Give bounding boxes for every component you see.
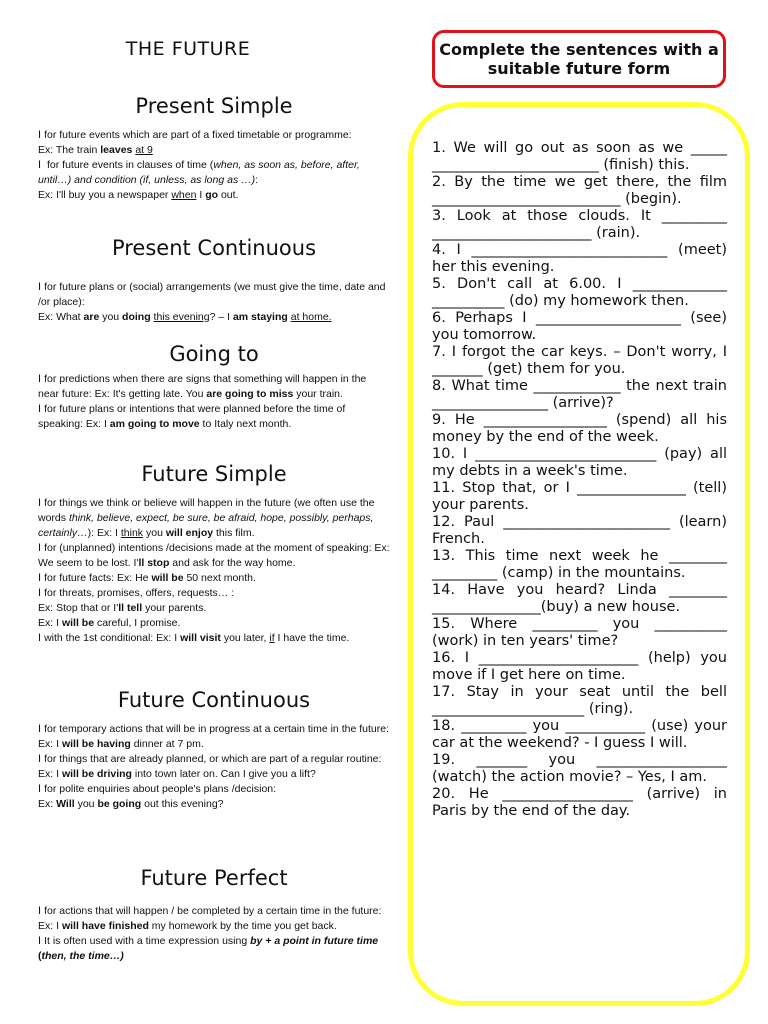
exercise-item: 2. By the time we get there, the film __________________________ (begin). <box>432 174 727 207</box>
exercise-item: 20. He __________________ (arrive) in Paris by the end of the day. <box>432 786 727 819</box>
future-simple-notes: I for things we think or believe will happen in the future (we often use the words think, believe, expect, be sure, be afraid, hope, possibly, perhaps, certainly…): Ex: I think you will enjoy this film. I for (unplanned) intentions /decisions made at the moment of speaking: Ex: We seem to be lost. I'll stop and ask for the way home. I for future facts: Ex: He will be 50 next month. I for threats, promises, offers, requests… : Ex: Stop that or I'll tell your parents. Ex: I will be careful, I promise. I with the 1st conditional: Ex: I will visit you later, if I have the time. <box>38 497 390 644</box>
exercise-item: 4. I ___________________________ (meet) her this evening. <box>432 242 727 275</box>
exercise-item: 15. Where _________ you __________ (work) in ten years' time? <box>432 616 727 649</box>
exercise-item: 5. Don't call at 6.00. I _____________ __________ (do) my homework then. <box>432 276 727 309</box>
section-title-present-simple: Present Simple <box>135 94 293 118</box>
exercise-item: 9. He _________________ (spend) all his money by the end of the week. <box>432 412 727 445</box>
section-title-going-to: Going to <box>169 342 259 366</box>
exercise-item: 12. Paul _______________________ (learn) French. <box>432 514 727 547</box>
exercise-item: 8. What time ____________ the next train ________________ (arrive)? <box>432 378 727 411</box>
going-to-notes: I for predictions when there are signs that something will happen in the near future: Ex: It's getting late. You are going to miss your train. I for future plans or intentions that were planned before the time of speaking: Ex: I am going to move to Italy next month. <box>38 373 367 430</box>
exercise-item: 10. I _________________________ (pay) all my debts in a week's time. <box>432 446 727 479</box>
exercise-item: 3. Look at those clouds. It _________ ______________________ (rain). <box>432 208 727 241</box>
present-continuous-notes: I for future plans or (social) arrangements (we must give the time, date and /or place): Ex: What are you doing this evening? – I am staying at home. <box>38 281 386 323</box>
section-title-present-continuous: Present Continuous <box>111 236 317 260</box>
exercise-item: 18. _________ you ___________ (use) your car at the weekend? - I guess I will. <box>432 718 727 751</box>
page-title: THE FUTURE <box>125 38 251 60</box>
exercise-item: 11. Stop that, or I _______________ (tell) your parents. <box>432 480 727 513</box>
section-title-future-simple: Future Simple <box>141 462 287 486</box>
section-title-future-continuous: Future Continuous <box>117 688 311 712</box>
exercise-item: 6. Perhaps I ____________________ (see) you tomorrow. <box>432 310 727 343</box>
future-perfect-notes: I for actions that will happen / be completed by a certain time in the future: Ex: I will have finished my homework by the time you get back. I It is often used with a time expression using by + a point in future time (then, the time…) <box>38 905 382 962</box>
exercise-item: 19. _______ you __________________ (watch) the action movie? – Yes, I am. <box>432 752 727 785</box>
exercise-item: 14. Have you heard? Linda ________ _______________(buy) a new house. <box>432 582 727 615</box>
section-title-future-perfect: Future Perfect <box>140 866 288 890</box>
present-simple-notes: I for future events which are part of a fixed timetable or programme: Ex: The train leaves at 9 I for future events in clauses of time (when, as soon as, before, after, until…) and condition (if, unless, as long as …): Ex: I'll buy you a newspaper when I go out. <box>38 129 360 201</box>
exercise-item: 16. I ______________________ (help) you move if I get here on time. <box>432 650 727 683</box>
future-continuous-notes: I for temporary actions that will be in progress at a certain time in the future: Ex: I will be having dinner at 7 pm. I for things that are already planned, or which are part of a regular routine: Ex: I will be driving into town later on. Can I give you a lift? I for polite enquiries about people's plans /decision: Ex: Will you be going out this evening? <box>38 723 389 810</box>
exercise-item: 17. Stay in your seat until the bell _____________________ (ring). <box>432 684 727 717</box>
exercise-item: 7. I forgot the car keys. – Don't worry, I _______ (get) them for you. <box>432 344 727 377</box>
exercise-item: 13. This time next week he ________ _________ (camp) in the mountains. <box>432 548 727 581</box>
instruction-callout: Complete the sentences with a suitable future form <box>432 30 726 88</box>
exercise-item: 1. We will go out as soon as we _____ _______________________ (finish) this. <box>432 140 727 173</box>
exercise-list <box>432 140 727 820</box>
